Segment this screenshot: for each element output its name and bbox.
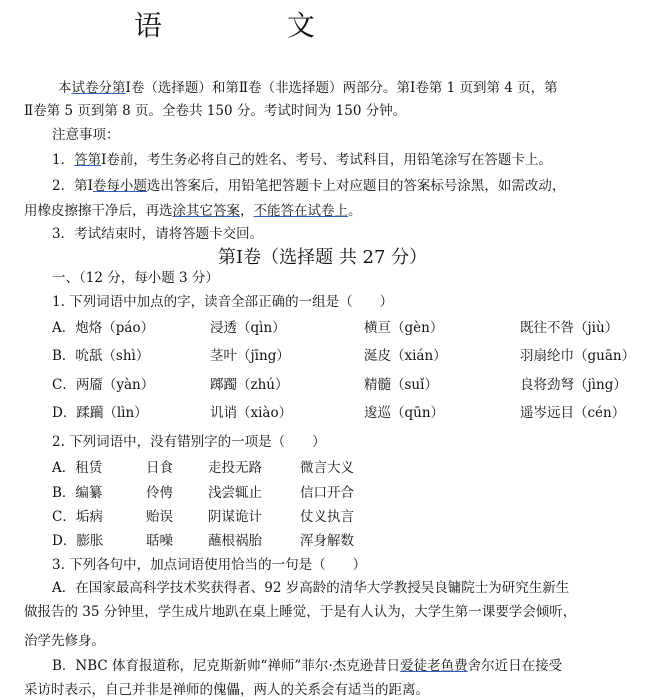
- notes-heading: 注意事项：: [52, 127, 120, 143]
- q3-option-a-line-2: 做报告的 35 分钟里，学生成片地趴在桌上睡觉，于是有人认为，大学生第一课要学会倾听，: [24, 604, 577, 620]
- note-3: 3．考试结束时，请将答题卡交回。: [52, 226, 264, 242]
- q2-option-c-word-4: 仗义执言: [300, 509, 354, 525]
- q1-option-c: C．两靥（yàn）: [52, 377, 155, 393]
- q1-option-c-word-2: 踯躅（zhú）: [210, 377, 289, 393]
- q2-option-b-word-4: 信口开合: [300, 485, 354, 501]
- q2-option-a-word-3: 走投无路: [208, 460, 262, 476]
- q2-option-b: B．编纂: [52, 485, 103, 501]
- q2-option-d: D．膨胀: [52, 533, 104, 549]
- note-1: 1．答第Ⅰ卷前，考生务必将自己的姓名、考号、考试科目，用铅笔涂写在答题卡上。: [52, 152, 552, 168]
- part-one-heading: 一、（12 分，每小题 3 分）: [52, 270, 219, 286]
- q2-option-c-word-3: 阴谋诡计: [208, 509, 262, 525]
- q1-option-a-word-2: 浸透（qìn）: [210, 320, 286, 336]
- q1-option-b-word-4: 羽扇纶巾（guān）: [520, 348, 636, 364]
- intro-line-1: 本试卷分第Ⅰ卷（选择题）和第Ⅱ卷（非选择题）两部分。第Ⅰ卷第 1 页到第 4 页，第: [58, 80, 558, 96]
- q1-option-a-word-3: 横亘（gèn）: [364, 320, 444, 336]
- q1-option-c-word-3: 精髓（suǐ）: [364, 377, 438, 393]
- q1-option-b-word-2: 茎叶（jīng）: [210, 348, 290, 364]
- q3-option-a-line-3: 治学先修身。: [24, 633, 105, 649]
- q2-option-d-word-2: 聒噪: [146, 533, 173, 549]
- q1-option-a-word-4: 既往不咎（jiù）: [520, 320, 619, 336]
- q2-option-a: A．租赁: [52, 460, 103, 476]
- q2-option-d-word-3: 蘸根祸胎: [208, 533, 262, 549]
- q2-option-b-word-3: 浅尝辄止: [208, 485, 262, 501]
- q1-option-d-word-2: 讥诮（xiào）: [210, 405, 293, 421]
- q1-option-d: D．蹂躏（lìn）: [52, 405, 148, 421]
- q2-option-c: C．垢病: [52, 509, 103, 525]
- q1-option-d-word-4: 遥岑远目（cén）: [520, 405, 626, 421]
- q1-option-d-word-3: 逡巡（qūn）: [364, 405, 445, 421]
- q3-option-b-line-2: 采访时表示，自己并非是禅师的傀儡，两人的关系会有适当的距离。: [24, 682, 429, 698]
- q2-option-a-word-2: 日食: [146, 460, 173, 476]
- q3-stem: 3. 下列各句中，加点词语使用恰当的一句是（ ）: [52, 557, 367, 573]
- note-2-cont: 用橡皮擦擦干净后，再选涂其它答案，不能答在试卷上。: [24, 203, 362, 219]
- q1-option-c-word-4: 良将劲弩（jìng）: [520, 377, 627, 393]
- q2-option-b-word-2: 伶俜: [146, 485, 173, 501]
- q3-option-b-line-1: B．NBC 体育报道称，尼克斯新帅“禅师”菲尔·杰克逊昔日爱徒老鱼费舍尔近日在接受: [52, 658, 563, 674]
- q2-option-d-word-4: 浑身解数: [300, 533, 354, 549]
- note-2: 2．第Ⅰ卷每小题选出答案后，用铅笔把答题卡上对应题目的答案标号涂黑，如需改动，: [52, 178, 566, 194]
- intro-line-2: Ⅱ卷第 5 页到第 8 页。全卷共 150 分。考试时间为 150 分钟。: [24, 103, 407, 119]
- q1-option-b-word-3: 涎皮（xián）: [364, 348, 447, 364]
- q1-option-a: A．炮烙（páo）: [52, 320, 155, 336]
- q2-option-c-word-2: 贻误: [146, 509, 173, 525]
- page-title: 语 文: [134, 9, 373, 42]
- q2-option-a-word-4: 微言大义: [300, 460, 354, 476]
- q1-stem: 1. 下列词语中加点的字，读音全部正确的一组是（ ）: [52, 294, 394, 310]
- q3-option-a-line-1: A．在国家最高科学技术奖获得者、92 岁高龄的清华大学教授吴良镛院士为研究生新生: [52, 580, 570, 596]
- q1-option-b: B．吮舐（shì）: [52, 348, 150, 364]
- q2-stem: 2. 下列词语中，没有错别字的一项是（ ）: [52, 434, 326, 450]
- section-title: 第Ⅰ卷（选择题 共 27 分）: [218, 247, 428, 268]
